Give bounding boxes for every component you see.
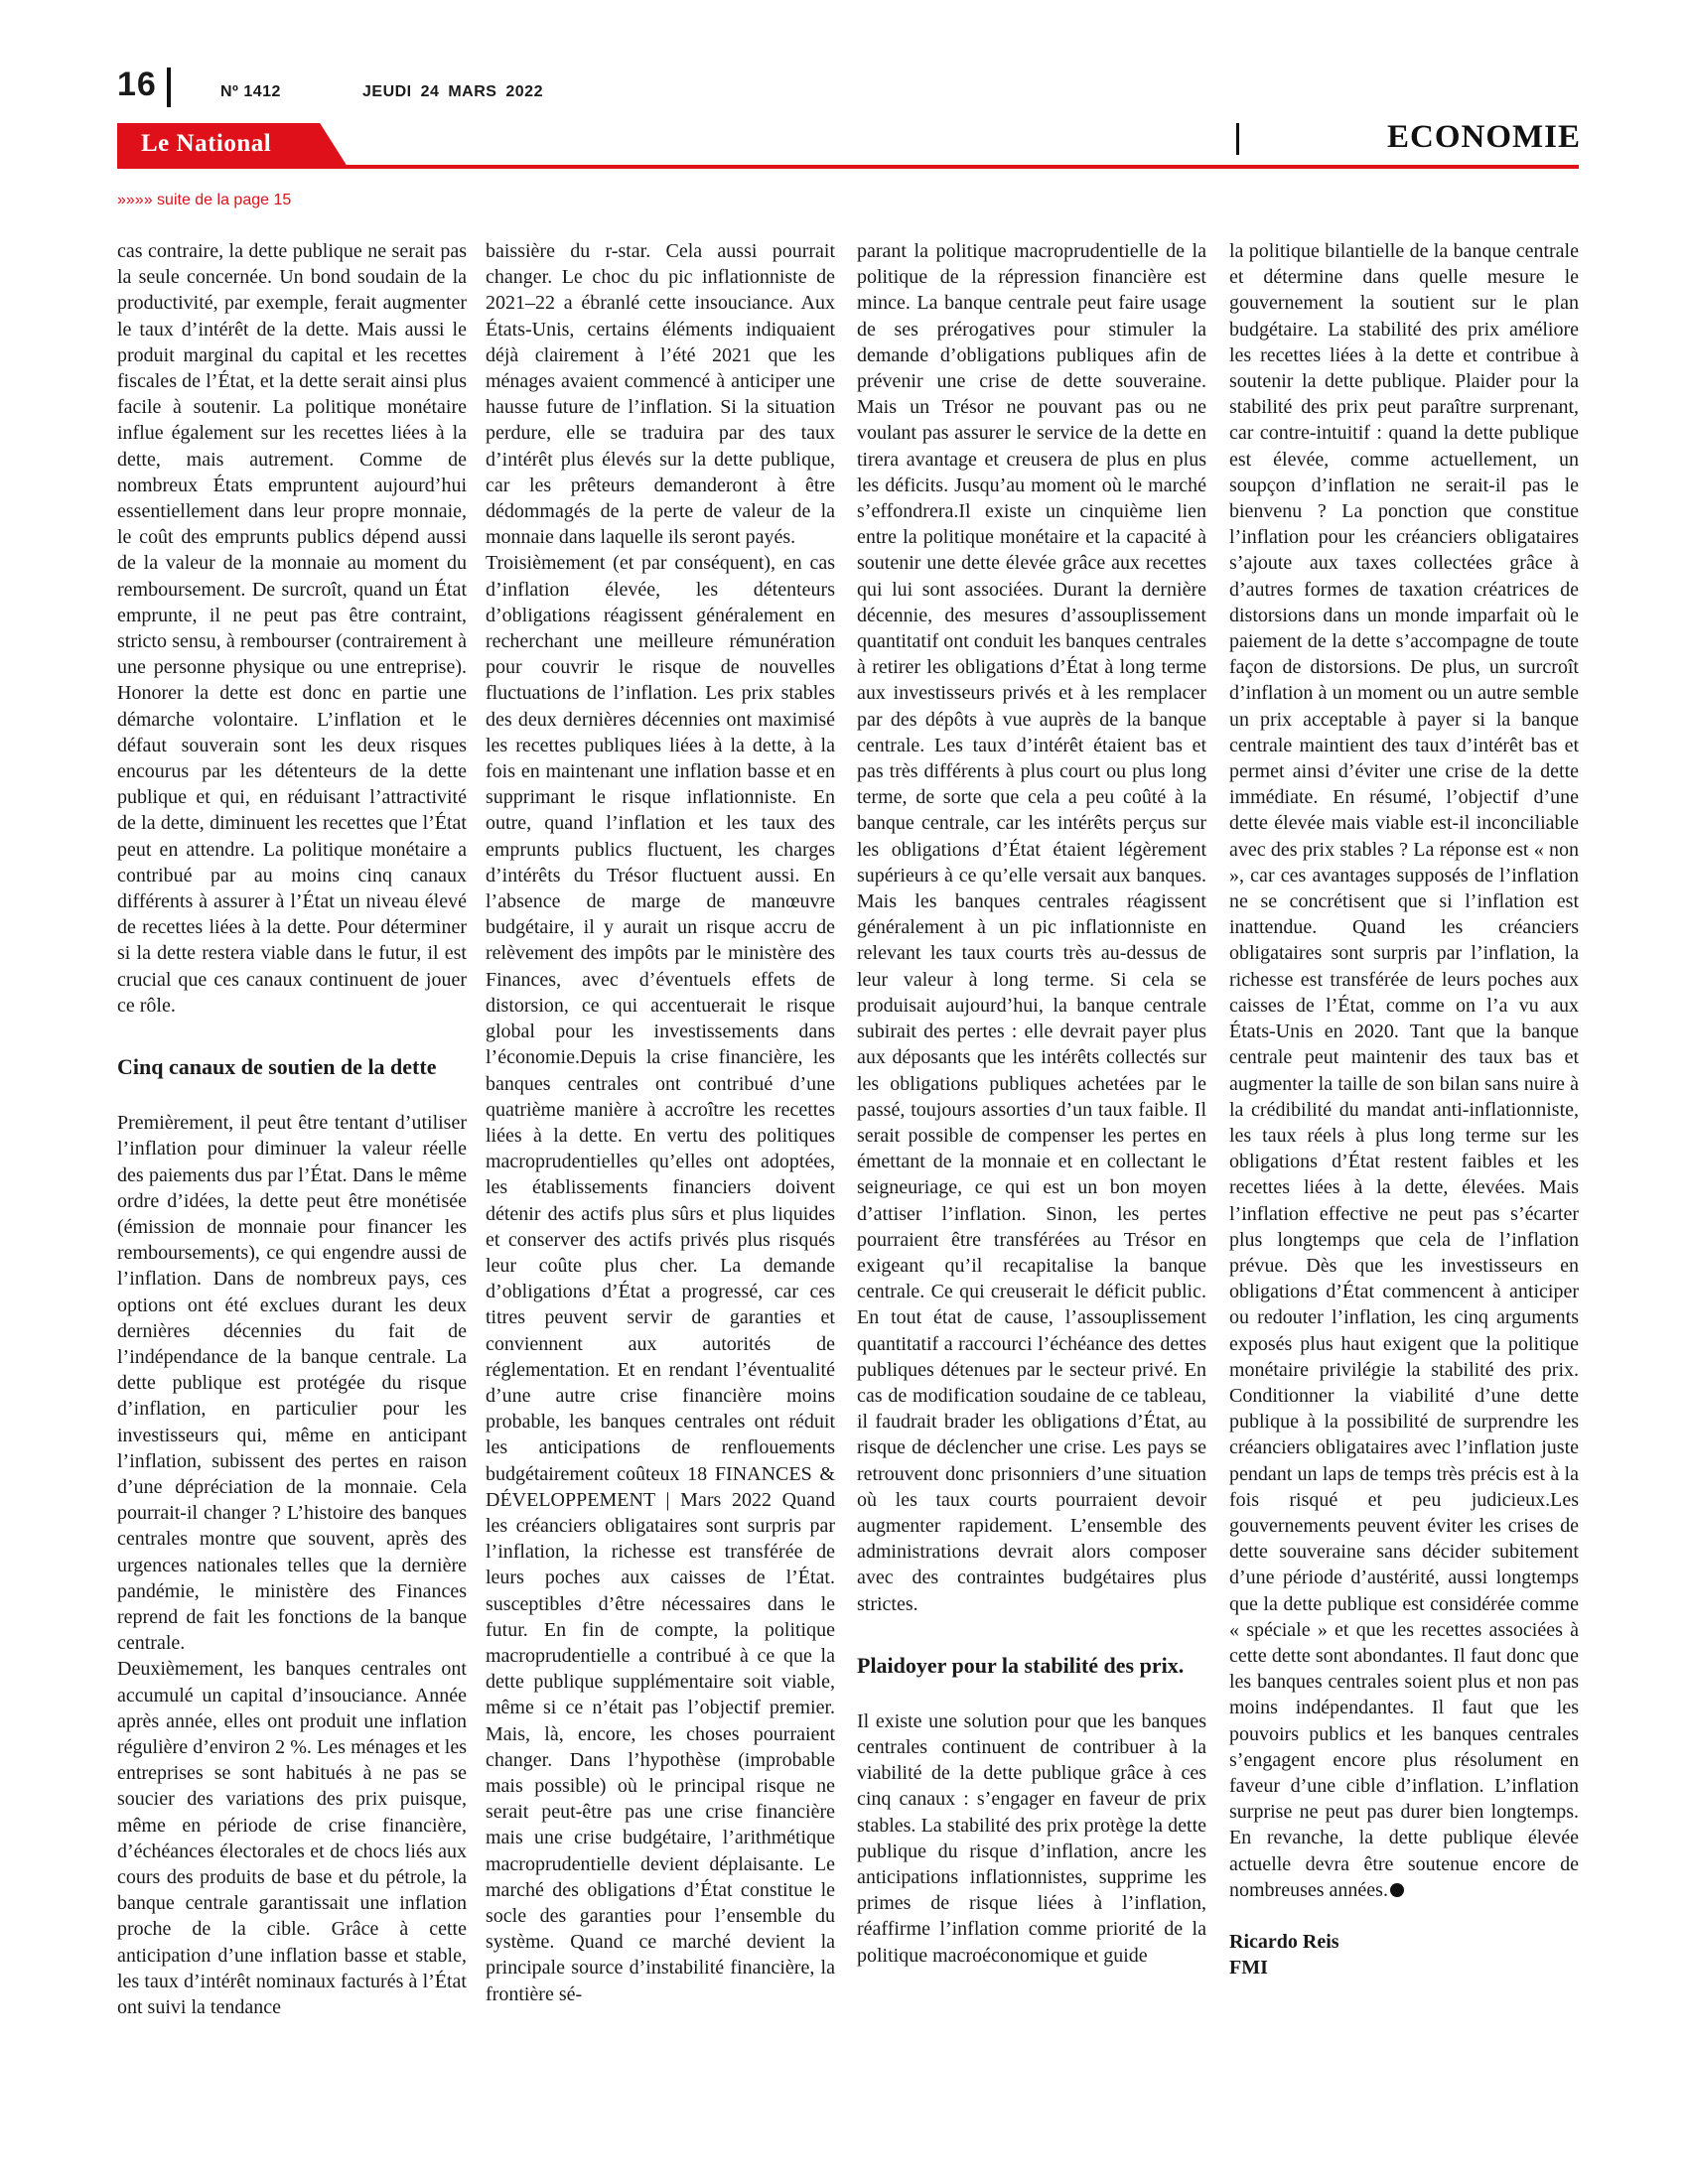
publication-date: JEUDI 24 MARS 2022 [362, 83, 543, 100]
article-paragraph: Il existe une solution pour que les banques centrales continuent de contribuer à la viabilité de la dette publique grâce à ces cinq canaux : s’engager en faveur de prix stables. La stabilité des prix protège la dette publique du risque d’inflation, ancre les anticipations inflationnistes, supprime les primes de risque liées à l’inflation, réaffirme l’inflation comme priorité de la politique macroéconomique et guide [857, 1709, 1206, 1967]
section-divider [1236, 123, 1239, 155]
newspaper-logo: Le National [141, 130, 272, 157]
page-number: 16 [117, 66, 157, 103]
article-paragraph: Premièrement, il peut être tentant d’utiliser l’inflation pour diminuer la valeur réelle des paiements dus par l’État. Dans le même ordre d’idées, la dette peut être monétisée (émission de monnaie pour financer les remboursements), ce qui engendre aussi de l’inflation. Dans de nombreux pays, ces options ont été exclues durant les deux dernières décennies du fait de l’indépendance de la banque centrale. La dette publique est protégée du risque d’inflation, en particulier pour les investisseurs qui, même en anticipant l’inflation, subissent des pertes en raison d’une dépréciation de la monnaie. Cela pourrait-il changer ? L’histoire des banques centrales montre que souvent, après des urgences nationales telles que la dernière pandémie, le ministère des Finances reprend de fait les fonctions de la banque centrale. [117, 1112, 467, 1655]
article-column-2 [486, 238, 835, 2007]
article-column-4 [1229, 238, 1579, 1980]
article-subheading: Cinq canaux de soutien de la dette [117, 1054, 437, 1080]
closing-paragraph-text: la politique bilantielle de la banque centrale et détermine dans quelle mesure le gouvernement la soutient sur le plan budgétaire. La stabilité des prix améliore les recettes liées à la dette et contribue à soutenir la dette publique. Plaider pour la stabilité des prix peut paraître surprenant, car contre-intuitif : quand la dette publique est élevée, comme actuellement, un soupçon d’inflation ne serait-il pas le bienvenu ? La ponction que constitue l’inflation pour les créanciers obligataires s’ajoute aux taxes collectées grâce à d’autres formes de taxation créatrices de distorsions dans un monde imparfait où le paiement de la dette s’accompagne de toute façon de distorsions. De plus, un surcroît d’inflation à un moment ou un autre semble un prix acceptable à payer si la banque centrale maintient des taux d’intérêt bas et permet ainsi d’éviter une crise de la dette immédiate. En résumé, l’objectif d’une dette élevée mais viable est-il inconciliable avec des prix stables ? La réponse est « non », car ces avantages supposés de l’inflation ne se concrétisent que si l’inflation est inattendue. Quand les créanciers obligataires sont surpris par l’inflation, la richesse est transférée de leurs poches aux caisses de l’État, comme on l’a vu aux États-Unis en 2020. Tant que la banque centrale peut maintenir des taux bas et augmenter la taille de son bilan sans nuire à la crédibilité du mandat anti-inflationniste, les taux réels à plus long terme sur les obligations d’État restent faibles et les recettes liées à la dette, élevées. Mais l’inflation effective ne peut pas s’écarter plus longtemps que cela de l’inflation prévue. Dès que les investisseurs en obligations d’État commencent à anticiper ou redouter l’inflation, les cinq arguments exposés plus haut exigent que la politique monétaire privilégie la stabilité des prix. Conditionner la viabilité d’une dette publique à la possibilité de surprendre les créanciers obligataires avec l’inflation juste pendant un laps de temps très précis est à la fois risqué et peu judicieux.Les gouvernements peuvent éviter les crises de dette souveraine sans décider subitement d’une période d’austérité, aussi longtemps que la dette publique est considérée comme « spéciale » et que les recettes associées à cette dette sont abondantes. Il faut donc que les banques centrales soient plus et non pas moins indépendantes. Il faut que les pouvoirs publics et les banques centrales s’engagent encore plus résolument en faveur d’une cible d’inflation. L’inflation surprise ne peut pas durer bien longtemps. En revanche, la dette publique élevée actuelle devra être soutenue encore de nombreuses années. [1229, 240, 1579, 1901]
article-column-1 [117, 238, 467, 2020]
header-rule [117, 165, 1579, 169]
issue-number: Nº 1412 [220, 83, 281, 100]
author-organization: FMI [1229, 1957, 1268, 1979]
page-number-divider [167, 68, 171, 107]
section-title: ECONOMIE [1386, 119, 1581, 155]
article-paragraph: baissière du r-star. Cela aussi pourrait changer. Le choc du pic inflationniste de 2021–22 a ébranlé cette insouciance. Aux États-Unis, certains éléments indiquaient déjà clairement à l’été 2021 que les ménages avaient commencé à anticiper une hausse future de l’inflation. Si la situation perdure, elle se traduira par des taux d’intérêt plus élevés sur la dette publique, car les prêteurs demanderont à être dédommagés de la perte de valeur de la monnaie dans laquelle ils seront payés. [486, 240, 835, 549]
article-paragraph: Troisièmement (et par conséquent), en cas d’inflation élevée, les détenteurs d’obligations réagissent généralement en recherchant une meilleure rémunération pour couvrir le risque de nouvelles fluctuations de l’inflation. Les prix stables des deux dernières décennies ont maximisé les recettes publiques liées à la dette, à la fois en maintenant une inflation basse et en supprimant le risque inflationniste. En outre, quand l’inflation et les taux des emprunts publics fluctuent, les charges d’intérêts du Trésor fluctuent aussi. En l’absence de marge de manœuvre budgétaire, il y aurait un risque accru de relèvement des impôts par le ministère des Finances, avec d’éventuels effets de distorsion, ce qui accentuerait le risque global pour les investissements dans l’économie.Depuis la crise financière, les banques centrales ont contribué d’une quatrième manière à accroître les recettes liées à la dette. En vertu des politiques macroprudentielles qu’elles ont adoptées, les établissements financiers doivent détenir des actifs plus sûrs et plus liquides et conserver des actifs privés plus risqués leur coûte plus cher. La demande d’obligations d’État a progressé, car ces titres peuvent servir de garanties et conviennent aux autorités de réglementation. Et en rendant l’éventualité d’une autre crise financière moins probable, les banques centrales ont réduit les anticipations de renflouements budgétairement coûteux 18 FINANCES & DÉVELOPPEMENT | Mars 2022 Quand les créanciers obligataires sont surpris par l’inflation, la richesse est transférée de leurs poches aux caisses de l’État. susceptibles d’être nécessaires dans le futur. En fin de compte, la politique macroprudentielle a contribué à ce que la dette publique supplémentaire soit viable, même si ce n’était pas l’objectif premier. Mais, là, encore, les choses pourraient changer. Dans l’hypothèse (improbable mais possible) où le principal risque ne serait peut-être pas une crise financière mais une crise budgétaire, l’arithmétique macroprudentielle devient déplaisante. Le marché des obligations d’État constitue le socle des garanties pour l’ensemble du système. Quand ce marché devient la principale source d’instabilité financière, la frontière sé- [486, 552, 835, 2005]
end-of-article-icon [1390, 1883, 1404, 1897]
author-name: Ricardo Reis [1229, 1931, 1339, 1953]
article-column-3 [857, 238, 1206, 1969]
article-paragraph: Deuxièmement, les banques centrales ont accumulé un capital d’insouciance. Année après année, elles ont produit une inflation régulière d’environ 2 %. Les ménages et les entreprises se sont habitués à ne pas se soucier des variations des prix puisque, même en période de crise financière, d’échéances électorales et de chocs liés aux cours des produits de base et du pétrole, la banque centrale garantissait une inflation proche de la cible. Grâce à cette anticipation d’une inflation basse et stable, les taux d’intérêt nominaux facturés à l’État ont suivi la tendance [117, 1658, 467, 2018]
continued-from-note: »»»» suite de la page 15 [117, 192, 292, 208]
article-subheading: Plaidoyer pour la stabilité des prix. [857, 1652, 1185, 1678]
article-paragraph: cas contraire, la dette publique ne serait pas la seule concernée. Un bond soudain de la productivité, par exemple, ferait augmenter le taux d’intérêt de la dette. Mais aussi le produit marginal du capital et les recettes fiscales de l’État, et la dette serait ainsi plus facile à soutenir. La politique monétaire influe également sur les recettes liées à la dette, mais autrement. Comme de nombreux États empruntent aujourd’hui essentiellement dans leur propre monnaie, le coût des emprunts publics dépend aussi de la valeur de la monnaie au moment du remboursement. De surcroît, quand un État emprunte, il ne peut pas être contraint, stricto sensu, à rembourser (contrairement à une personne physique ou une entreprise). Honorer la dette est donc en partie une démarche volontaire. L’inflation et le défaut souverain sont les deux risques encourus par les détenteurs de la dette publique et qui, en réduisant l’attractivité de la dette, diminuent les recettes que l’État peut en attendre. La politique monétaire a contribué par au moins cinq canaux différents à assurer à l’État un niveau élevé de recettes liées à la dette. Pour déterminer si la dette restera viable dans le futur, il est crucial que ces canaux continuent de jouer ce rôle. [117, 240, 467, 1017]
page-header [0, 0, 1688, 208]
author-byline [1229, 1929, 1579, 1980]
article-paragraph: parant la politique macroprudentielle de la politique de la répression financière est mince. La banque centrale peut faire usage de ses prérogatives pour stimuler la demande d’obligations publiques afin de prévenir une crise de dette souveraine. Mais un Trésor ne pouvant pas ou ne voulant pas assurer le service de la dette en tirera avantage et creusera de plus en plus les déficits. Jusqu’au moment où le marché s’effondrera.Il existe un cinquième lien entre la politique monétaire et la capacité à soutenir une dette élevée grâce aux recettes qui lui sont associées. Durant la dernière décennie, des mesures d’assouplissement quantitatif ont conduit les banques centrales à retirer les obligations d’État à long terme aux investisseurs privés et à les remplacer par des dépôts à vue auprès de la banque centrale. Les taux d’intérêt étaient bas et pas très différents à plus court ou plus long terme, de sorte que cela a peu coûté à la banque centrale, car les intérêts perçus sur les obligations d’État étaient légèrement supérieurs à ce qu’elle versait aux banques. Mais les banques centrales réagissent généralement à un pic inflationniste en relevant les taux courts très au-dessus de leur valeur à long terme. Si cela se produisait aujourd’hui, la banque centrale subirait des pertes : elle devrait payer plus aux déposants que les intérêts collectés sur les obligations publiques achetées par le passé, toujours assorties d’un taux faible. Il serait possible de compenser les pertes en émettant de la monnaie et en collectant le seigneuriage, ce qui est un bon moyen d’attiser l’inflation. Sinon, les pertes pourraient être transférées au Trésor en exigeant qu’il recapitalise la banque centrale. Ce qui creuserait le déficit public. En tout état de cause, l’assouplissement quantitatif a raccourci l’échéance des dettes publiques détenues par le secteur privé. En cas de modification soudaine de ce tableau, il faudrait brader les obligations d’État, au risque de déclencher une crise. Les pays se retrouvent donc prisonniers d’une situation où les taux courts pourraient devoir augmenter rapidement. L’ensemble des administrations devrait alors composer avec des contraintes budgétaires plus strictes. [857, 240, 1206, 1615]
article-paragraph [1229, 238, 1579, 1903]
